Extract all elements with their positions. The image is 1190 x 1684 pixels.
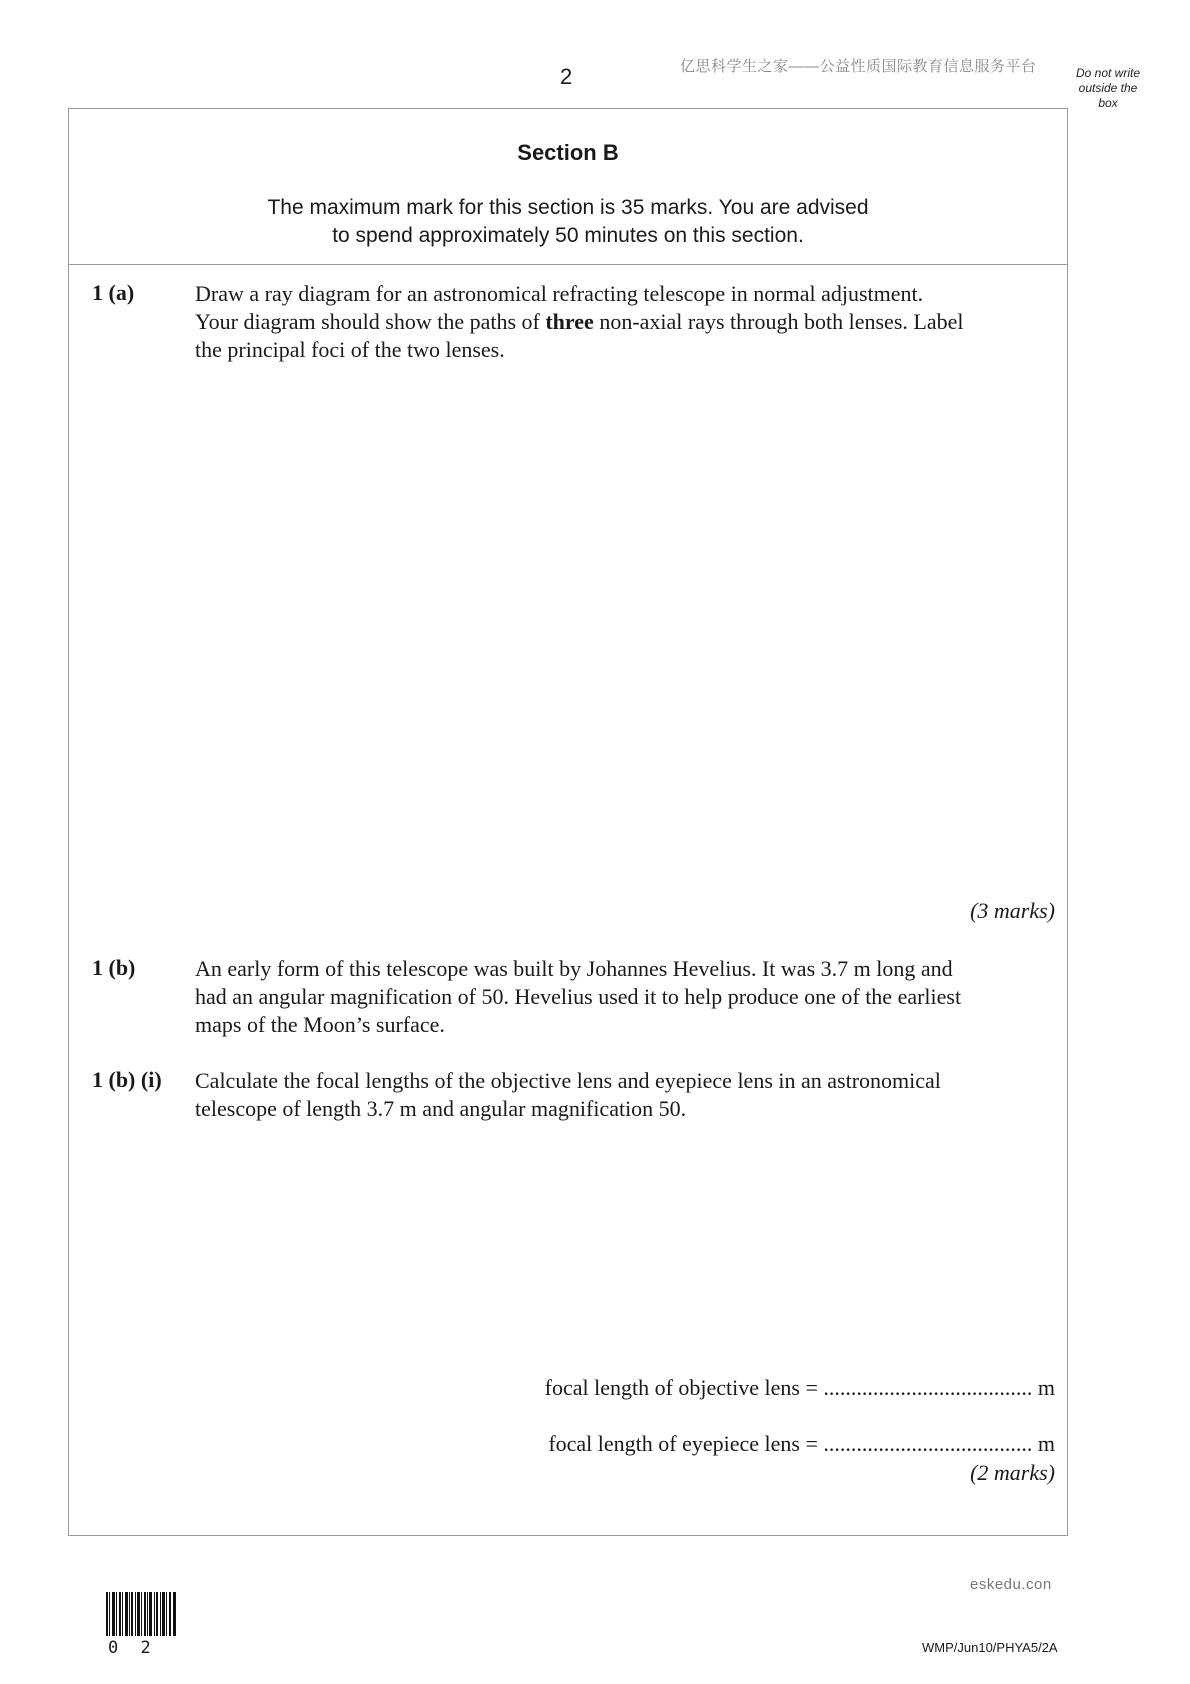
marks-1a: (3 marks) (970, 898, 1055, 923)
question-line: telescope of length 3.7 m and angular magnification 50. (195, 1096, 687, 1121)
question-line (195, 336, 1065, 364)
margin-note (1066, 66, 1150, 111)
watermark-text: 亿思科学生之家——公益性质国际教育信息服务平台 (680, 58, 1037, 75)
footer-paper-code: WMP/Jun10/PHYA5/2A (922, 1640, 1058, 1655)
marks-1bi: (2 marks) (970, 1460, 1055, 1485)
section-divider (68, 264, 1068, 265)
question-number-1a: 1 (a) (92, 280, 135, 305)
question-line: maps of the Moon’s surface. (195, 1012, 445, 1037)
answer-line-objective-focal-length[interactable]: focal length of objective lens = ...................................... m (544, 1375, 1055, 1400)
barcode-icon (106, 1592, 176, 1636)
section-instruction: The maximum mark for this section is 35 marks. You are advised (267, 196, 869, 219)
question-1b-text (195, 955, 1065, 1039)
footer-site-text: eskedu.con (970, 1576, 1052, 1593)
answer-line-eyepiece-focal-length[interactable]: focal length of eyepiece lens = ...................................... m (548, 1431, 1055, 1456)
margin-note-line: Do not write (1075, 66, 1141, 80)
text-segment: Your diagram should show the paths of (195, 309, 546, 334)
margin-note-line: outside the (1078, 81, 1138, 95)
question-line (195, 280, 1065, 308)
question-1a-text (195, 280, 1065, 364)
text-segment: the principal foci of the two lenses. (195, 337, 505, 362)
section-instruction: to spend approximately 50 minutes on this section. (332, 224, 804, 247)
page-number: 2 (560, 64, 573, 89)
text-segment: Draw a ray diagram for an astronomical refracting telescope in normal adjustment. (195, 281, 924, 306)
question-line: An early form of this telescope was built by Johannes Hevelius. It was 3.7 m long and (195, 956, 953, 981)
section-title: Section B (517, 140, 619, 165)
question-line: had an angular magnification of 50. Hevelius used it to help produce one of the earliest (195, 984, 962, 1009)
question-1bi-text (195, 1067, 1065, 1123)
margin-note-line: box (1098, 96, 1118, 110)
question-number-1bi: 1 (b) (i) (92, 1067, 162, 1092)
bold-segment: three (545, 309, 594, 334)
question-number-1b: 1 (b) (92, 955, 136, 980)
question-line (195, 308, 1065, 336)
barcode-number: 0 2 (108, 1638, 157, 1658)
question-line: Calculate the focal lengths of the objective lens and eyepiece lens in an astronomical (195, 1068, 941, 1093)
text-segment: non-axial rays through both lenses. Label (593, 309, 964, 334)
